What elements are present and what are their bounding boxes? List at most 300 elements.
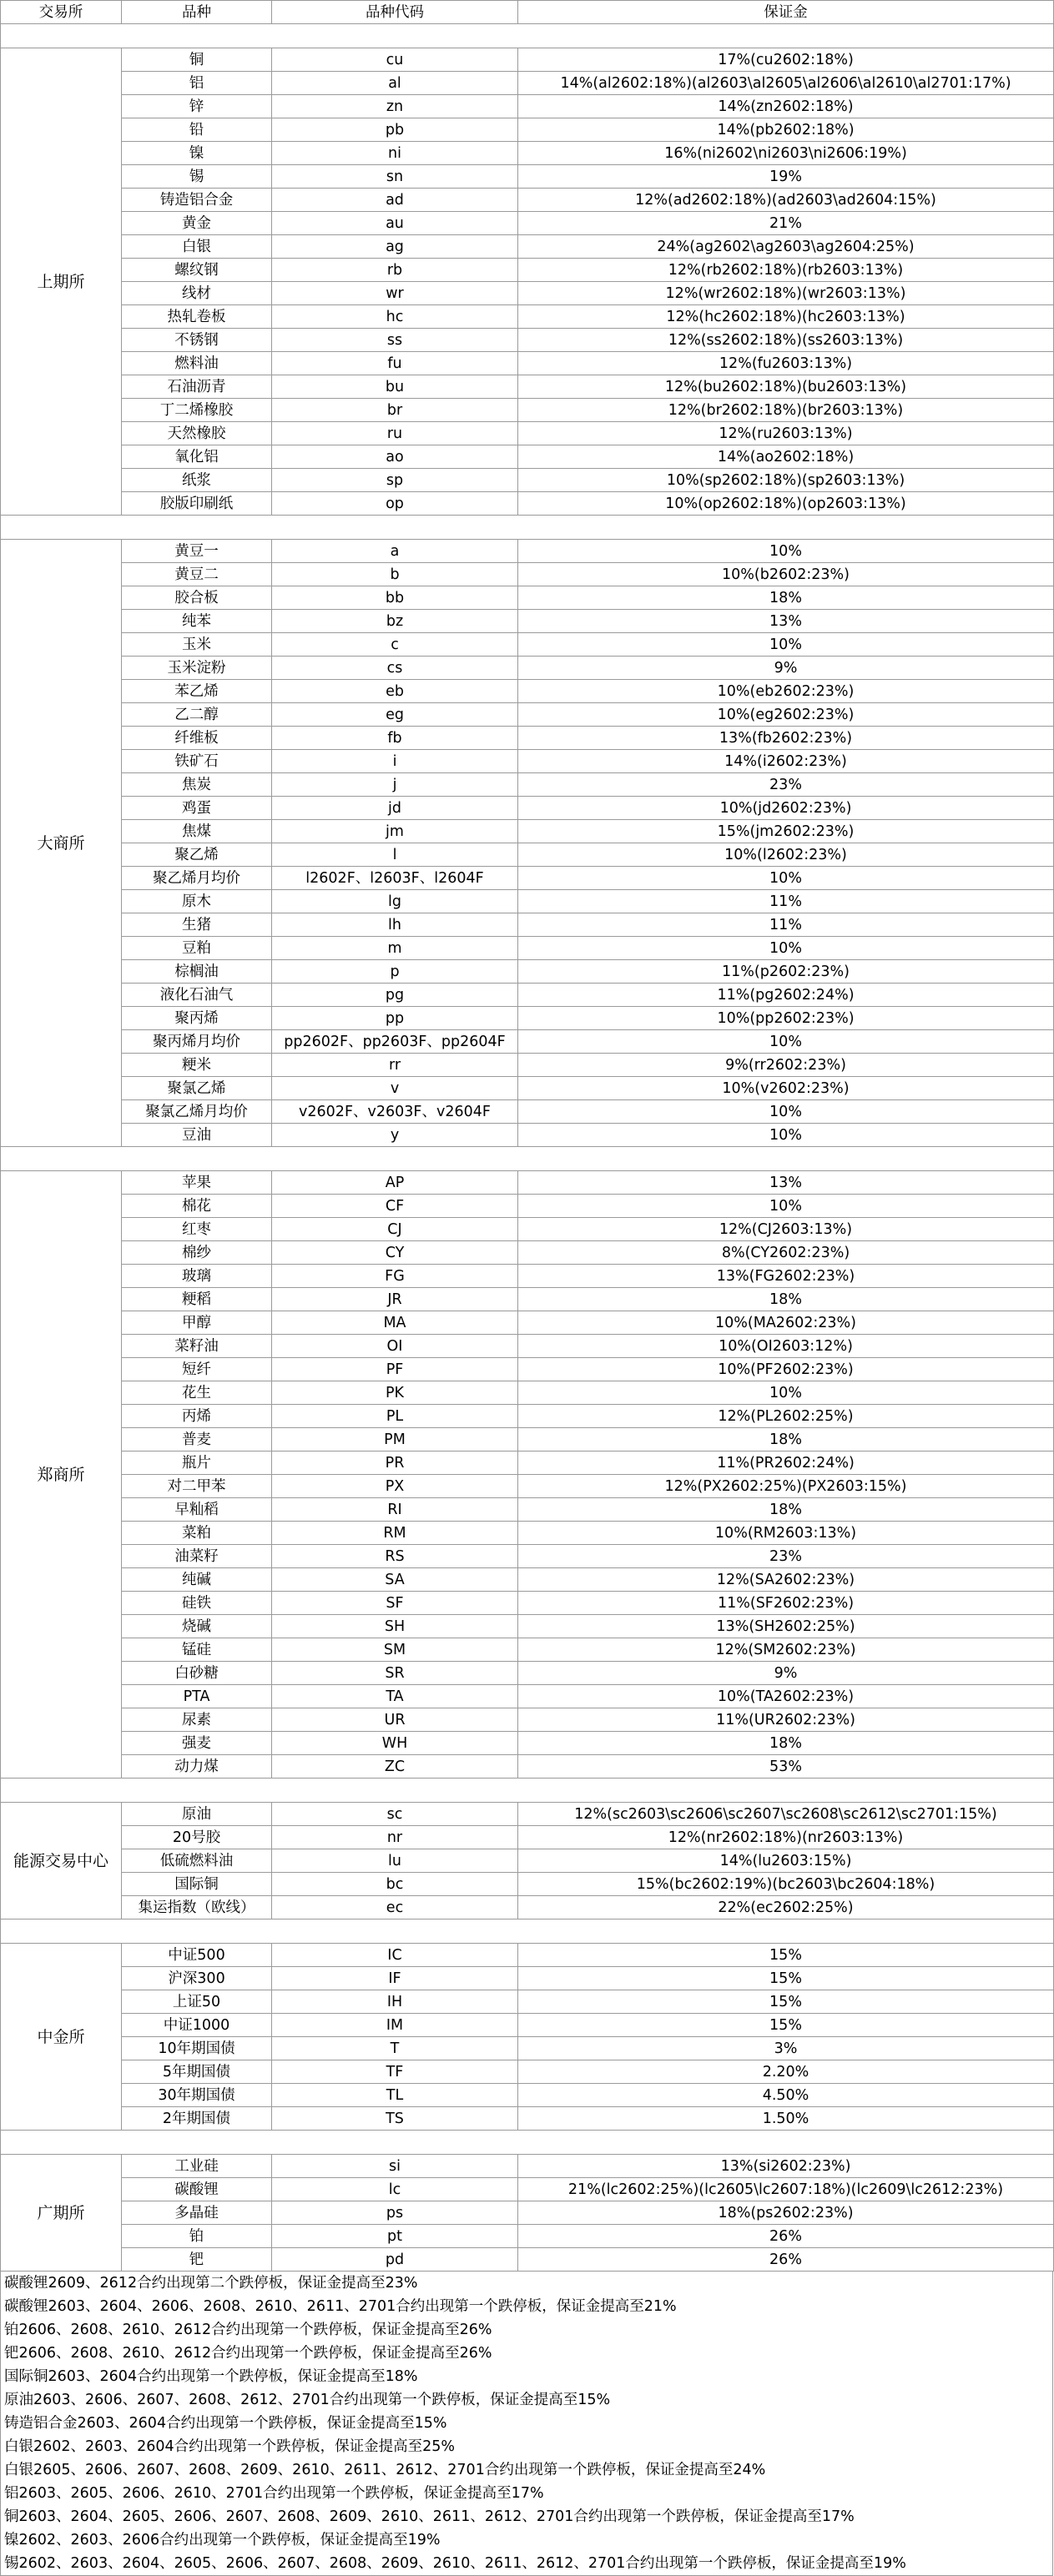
table-row [1,1638,1054,1662]
margin-cell: 23% [518,1545,1054,1568]
variety-cell: 动力煤 [122,1755,272,1779]
variety-cell: 线材 [122,282,272,305]
variety-cell: 燃料油 [122,352,272,375]
margin-cell: 13%(FG2602:23%) [518,1265,1054,1288]
code-cell: lc [272,2178,518,2201]
margin-cell: 12%(CJ2603:13%) [518,1218,1054,1241]
code-cell: sp [272,469,518,492]
variety-cell: 锡 [122,165,272,189]
code-cell: lu [272,1849,518,1873]
variety-cell: 聚乙烯 [122,843,272,867]
variety-cell: 铁矿石 [122,750,272,773]
code-cell: fb [272,727,518,750]
code-cell: j [272,773,518,797]
variety-cell: 玉米 [122,633,272,657]
code-cell: rr [272,1054,518,1077]
table-row [1,1755,1054,1779]
code-cell: SR [272,1662,518,1685]
margin-cell: 18%(ps2602:23%) [518,2201,1054,2225]
spacer-cell [1,2131,1054,2155]
margin-cell: 19% [518,165,1054,189]
variety-cell: 玻璃 [122,1265,272,1288]
variety-cell: 聚丙烯 [122,1007,272,1030]
code-cell: PR [272,1452,518,1475]
variety-cell: 沪深300 [122,1967,272,1990]
variety-cell: 丙烯 [122,1405,272,1428]
variety-cell: 铝 [122,72,272,95]
table-row [1,1054,1054,1077]
variety-cell: 天然橡胶 [122,422,272,445]
code-cell: jd [272,797,518,820]
code-cell: ss [272,329,518,352]
table-row [1,469,1054,492]
margin-cell: 10% [518,1100,1054,1124]
margin-cell: 10%(b2602:23%) [518,563,1054,586]
note-line: 铂2606、2608、2610、2612合约出现第一个跌停板，保证金提高至26% [4,2322,492,2338]
table-row [1,680,1054,703]
table-row [1,1124,1054,1147]
table-row [1,1685,1054,1708]
table-row [1,890,1054,913]
margin-cell: 14%(i2602:23%) [518,750,1054,773]
variety-cell: 2年期国债 [122,2107,272,2131]
margin-cell: 10%(OI2603:12%) [518,1335,1054,1358]
margin-cell: 14%(zn2602:18%) [518,95,1054,118]
margin-cell: 15%(jm2602:23%) [518,820,1054,843]
code-cell: ad [272,189,518,212]
exchange-cell: 大商所 [1,540,122,1147]
code-cell: pt [272,2225,518,2248]
code-cell: CF [272,1195,518,1218]
variety-cell: 锰硅 [122,1638,272,1662]
margin-cell: 13%(si2602:23%) [518,2155,1054,2178]
code-cell: op [272,492,518,516]
variety-cell: 碳酸锂 [122,2178,272,2201]
margin-cell: 15% [518,1967,1054,1990]
code-cell: a [272,540,518,563]
variety-cell: 氧化铝 [122,445,272,469]
code-cell: PK [272,1381,518,1405]
table-row [1,1873,1054,1896]
variety-cell: 焦炭 [122,773,272,797]
code-cell: IM [272,2014,518,2037]
table-row [1,1568,1054,1592]
code-cell: bc [272,1873,518,1896]
margin-cell: 12%(bu2602:18%)(bu2603:13%) [518,375,1054,399]
variety-cell: 硅铁 [122,1592,272,1615]
margin-cell: 14%(lu2603:15%) [518,1849,1054,1873]
code-cell: TL [272,2084,518,2107]
table-row [1,1358,1054,1381]
variety-cell: 早籼稻 [122,1498,272,1522]
table-row [1,797,1054,820]
exchange-cell: 郑商所 [1,1171,122,1779]
note-line: 铜2603、2604、2605、2606、2607、2608、2609、2610、2611、2612、2701合约出现第一个跌停板，保证金提高至17% [4,2508,855,2525]
margin-cell: 10% [518,937,1054,960]
margin-cell: 18% [518,1498,1054,1522]
notes-section [0,2272,1053,2576]
table-row [1,2178,1054,2201]
variety-cell: 不锈钢 [122,329,272,352]
table-row [1,773,1054,797]
variety-cell: 30年期国债 [122,2084,272,2107]
code-cell: jm [272,820,518,843]
variety-cell: 烧碱 [122,1615,272,1638]
variety-cell: 聚丙烯月均价 [122,1030,272,1054]
variety-cell: 黄金 [122,212,272,235]
margin-cell: 12%(ru2603:13%) [518,422,1054,445]
code-cell: pg [272,984,518,1007]
margin-cell: 12%(ss2602:18%)(ss2603:13%) [518,329,1054,352]
code-cell: AP [272,1171,518,1195]
table-row [1,1381,1054,1405]
note-line: 锡2602、2603、2604、2605、2606、2607、2608、2609、2610、2611、2612、2701合约出现第一个跌停板，保证金提高至19% [4,2555,906,2572]
table-row [1,1990,1054,2014]
margin-cell: 12%(PX2602:25%)(PX2603:15%) [518,1475,1054,1498]
table-row [1,1335,1054,1358]
code-cell: T [272,2037,518,2060]
code-cell: sn [272,165,518,189]
margin-cell: 18% [518,1732,1054,1755]
margin-cell: 9% [518,1662,1054,1685]
table-row [1,1896,1054,1919]
code-cell: UR [272,1708,518,1732]
note-line: 钯2606、2608、2610、2612合约出现第一个跌停板，保证金提高至26% [4,2345,492,2362]
table-row [1,1615,1054,1638]
margin-cell: 11% [518,890,1054,913]
table-row [1,750,1054,773]
margin-cell: 14%(ao2602:18%) [518,445,1054,469]
margin-cell: 11% [518,913,1054,937]
variety-cell: 生猪 [122,913,272,937]
header-exchange: 交易所 [1,1,122,24]
table-row [1,2225,1054,2248]
code-cell: al [272,72,518,95]
table-row [1,235,1054,259]
code-cell: y [272,1124,518,1147]
margin-cell: 10% [518,867,1054,890]
variety-cell: 棉纱 [122,1241,272,1265]
margin-cell: 11%(UR2602:23%) [518,1708,1054,1732]
margin-cell: 10% [518,633,1054,657]
table-row [1,1826,1054,1849]
table-row [1,820,1054,843]
spacer-row [1,2131,1054,2155]
code-cell: sc [272,1803,518,1826]
margin-cell: 12%(wr2602:18%)(wr2603:13%) [518,282,1054,305]
table-row [1,727,1054,750]
table-row [1,703,1054,727]
table-row [1,1452,1054,1475]
code-cell: RM [272,1522,518,1545]
margin-cell: 13%(fb2602:23%) [518,727,1054,750]
table-row [1,657,1054,680]
code-cell: fu [272,352,518,375]
code-cell: bz [272,610,518,633]
code-cell: SM [272,1638,518,1662]
table-row [1,1171,1054,1195]
table-row [1,937,1054,960]
variety-cell: 低硫燃料油 [122,1849,272,1873]
margin-cell: 9% [518,657,1054,680]
code-cell: cu [272,48,518,72]
code-cell: PF [272,1358,518,1381]
table-row [1,1100,1054,1124]
margin-cell: 12%(rb2602:18%)(rb2603:13%) [518,259,1054,282]
variety-cell: 白砂糖 [122,1662,272,1685]
spacer-cell [1,1779,1054,1803]
table-row [1,1592,1054,1615]
table-row [1,633,1054,657]
table-row [1,1545,1054,1568]
margin-cell: 12%(sc2603\sc2606\sc2607\sc2608\sc2612\sc2701:15%) [518,1803,1054,1826]
code-cell: m [272,937,518,960]
variety-cell: 红枣 [122,1218,272,1241]
variety-cell: 对二甲苯 [122,1475,272,1498]
table-row [1,95,1054,118]
code-cell: SA [272,1568,518,1592]
variety-cell: 鸡蛋 [122,797,272,820]
variety-cell: 原油 [122,1803,272,1826]
code-cell: IF [272,1967,518,1990]
margin-cell: 18% [518,1288,1054,1311]
spacer-row [1,1919,1054,1944]
variety-cell: 胶版印刷纸 [122,492,272,516]
code-cell: bu [272,375,518,399]
code-cell: MA [272,1311,518,1335]
spacer-cell [1,1919,1054,1944]
table-row [1,1030,1054,1054]
table-row [1,422,1054,445]
note-line: 白银2602、2603、2604合约出现第一个跌停板，保证金提高至25% [4,2438,456,2455]
margin-cell: 15% [518,2014,1054,2037]
margin-cell: 10% [518,540,1054,563]
variety-cell: 丁二烯橡胶 [122,399,272,422]
code-cell: nr [272,1826,518,1849]
variety-cell: 豆油 [122,1124,272,1147]
table-row [1,1428,1054,1452]
spacer-row [1,516,1054,540]
code-cell: JR [272,1288,518,1311]
table-row [1,2248,1054,2272]
variety-cell: 热轧卷板 [122,305,272,329]
code-cell: c [272,633,518,657]
margin-cell: 10%(jd2602:23%) [518,797,1054,820]
exchange-cell: 上期所 [1,48,122,516]
table-row [1,1944,1054,1967]
margin-cell: 10%(pp2602:23%) [518,1007,1054,1030]
variety-cell: 纸浆 [122,469,272,492]
variety-cell: 纤维板 [122,727,272,750]
variety-cell: 5年期国债 [122,2060,272,2084]
variety-cell: 黄豆一 [122,540,272,563]
margin-cell: 10%(RM2603:13%) [518,1522,1054,1545]
variety-cell: 甲醇 [122,1311,272,1335]
header-code: 品种代码 [272,1,518,24]
table-row [1,563,1054,586]
margin-cell: 10% [518,1030,1054,1054]
variety-cell: 纯苯 [122,610,272,633]
table-row [1,399,1054,422]
margin-cell: 11%(p2602:23%) [518,960,1054,984]
table-row [1,913,1054,937]
table-row [1,445,1054,469]
code-cell: TA [272,1685,518,1708]
table-row [1,1708,1054,1732]
table-row [1,1405,1054,1428]
margin-cell: 13% [518,1171,1054,1195]
table-row [1,2201,1054,2225]
margin-cell: 13%(SH2602:25%) [518,1615,1054,1638]
table-row [1,540,1054,563]
table-row [1,1288,1054,1311]
variety-cell: 中证1000 [122,2014,272,2037]
code-cell: eb [272,680,518,703]
margin-cell: 12%(br2602:18%)(br2603:13%) [518,399,1054,422]
margin-cell: 10% [518,1381,1054,1405]
code-cell: OI [272,1335,518,1358]
variety-cell: 聚氯乙烯 [122,1077,272,1100]
variety-cell: 白银 [122,235,272,259]
code-cell: pd [272,2248,518,2272]
code-cell: TF [272,2060,518,2084]
header-variety: 品种 [122,1,272,24]
variety-cell: 瓶片 [122,1452,272,1475]
table-row [1,165,1054,189]
variety-cell: 黄豆二 [122,563,272,586]
table-row [1,259,1054,282]
margin-cell: 11%(SF2602:23%) [518,1592,1054,1615]
margin-cell: 1.50% [518,2107,1054,2131]
code-cell: si [272,2155,518,2178]
code-cell: RI [272,1498,518,1522]
code-cell: WH [272,1732,518,1755]
variety-cell: 粳稻 [122,1288,272,1311]
note-line: 原油2603、2606、2607、2608、2612、2701合约出现第一个跌停板，保证金提高至15% [4,2392,611,2408]
variety-cell: 玉米淀粉 [122,657,272,680]
table-row [1,1077,1054,1100]
spacer-row [1,24,1054,48]
spacer-cell [1,516,1054,540]
variety-cell: 焦煤 [122,820,272,843]
code-cell: v [272,1077,518,1100]
table-row [1,1311,1054,1335]
code-cell: ec [272,1896,518,1919]
variety-cell: 粳米 [122,1054,272,1077]
variety-cell: 强麦 [122,1732,272,1755]
exchange-cell: 中金所 [1,1944,122,2131]
table-row [1,1498,1054,1522]
margin-cell: 21%(lc2602:25%)(lc2605\lc2607:18%)(lc2609\lc2612:23%) [518,2178,1054,2201]
table-row [1,610,1054,633]
margin-cell: 17%(cu2602:18%) [518,48,1054,72]
variety-cell: 原木 [122,890,272,913]
table-row [1,492,1054,516]
table-row [1,1241,1054,1265]
code-cell: SF [272,1592,518,1615]
code-cell: pp2602F、pp2603F、pp2604F [272,1030,518,1054]
code-cell: lg [272,890,518,913]
table-row [1,1732,1054,1755]
margin-cell: 16%(ni2602\ni2603\ni2606:19%) [518,142,1054,165]
margin-cell: 21% [518,212,1054,235]
note-line: 镍2602、2603、2606合约出现第一个跌停板，保证金提高至19% [4,2532,441,2548]
variety-cell: 锌 [122,95,272,118]
code-cell: pp [272,1007,518,1030]
margin-cell: 18% [518,586,1054,610]
table-row [1,1967,1054,1990]
margin-cell: 13% [518,610,1054,633]
table-row [1,1265,1054,1288]
margin-cell: 10%(MA2602:23%) [518,1311,1054,1335]
variety-cell: 中证500 [122,1944,272,1967]
variety-cell: 普麦 [122,1428,272,1452]
code-cell: pb [272,118,518,142]
margin-cell: 15% [518,1990,1054,2014]
code-cell: rb [272,259,518,282]
code-cell: p [272,960,518,984]
code-cell: v2602F、v2603F、v2604F [272,1100,518,1124]
code-cell: au [272,212,518,235]
variety-cell: 菜籽油 [122,1335,272,1358]
table-row [1,1803,1054,1826]
table-row [1,2084,1054,2107]
code-cell: b [272,563,518,586]
variety-cell: 短纤 [122,1358,272,1381]
variety-cell: 镍 [122,142,272,165]
variety-cell: 铜 [122,48,272,72]
table-row [1,1218,1054,1241]
table-row [1,305,1054,329]
note-line: 铝2603、2605、2606、2610、2701合约出现第一个跌停板，保证金提高至17% [4,2485,544,2502]
code-cell: CJ [272,1218,518,1241]
margin-cell: 18% [518,1428,1054,1452]
variety-cell: 豆粕 [122,937,272,960]
variety-cell: 聚氯乙烯月均价 [122,1100,272,1124]
variety-cell: 聚乙烯月均价 [122,867,272,890]
margin-cell: 10%(l2602:23%) [518,843,1054,867]
table-row [1,2014,1054,2037]
margin-cell: 9%(rr2602:23%) [518,1054,1054,1077]
variety-cell: 多晶硅 [122,2201,272,2225]
code-cell: cs [272,657,518,680]
margin-cell: 26% [518,2248,1054,2272]
margin-cell: 10%(op2602:18%)(op2603:13%) [518,492,1054,516]
table-row [1,586,1054,610]
margin-cell: 12%(fu2603:13%) [518,352,1054,375]
table-row [1,142,1054,165]
table-row [1,1522,1054,1545]
margin-cell: 12%(PL2602:25%) [518,1405,1054,1428]
code-cell: ru [272,422,518,445]
code-cell: l2602F、l2603F、l2604F [272,867,518,890]
code-cell: ao [272,445,518,469]
code-cell: ag [272,235,518,259]
table-row [1,2155,1054,2178]
code-cell: FG [272,1265,518,1288]
margin-cell: 23% [518,773,1054,797]
code-cell: ZC [272,1755,518,1779]
table-row [1,352,1054,375]
margin-cell: 10%(PF2602:23%) [518,1358,1054,1381]
margin-cell: 12%(SA2602:23%) [518,1568,1054,1592]
margin-cell: 11%(pg2602:24%) [518,984,1054,1007]
note-line: 碳酸锂2609、2612合约出现第二个跌停板，保证金提高至23% [4,2275,418,2292]
variety-cell: 石油沥青 [122,375,272,399]
variety-cell: 螺纹钢 [122,259,272,282]
variety-cell: 铸造铝合金 [122,189,272,212]
margin-cell: 22%(ec2602:25%) [518,1896,1054,1919]
